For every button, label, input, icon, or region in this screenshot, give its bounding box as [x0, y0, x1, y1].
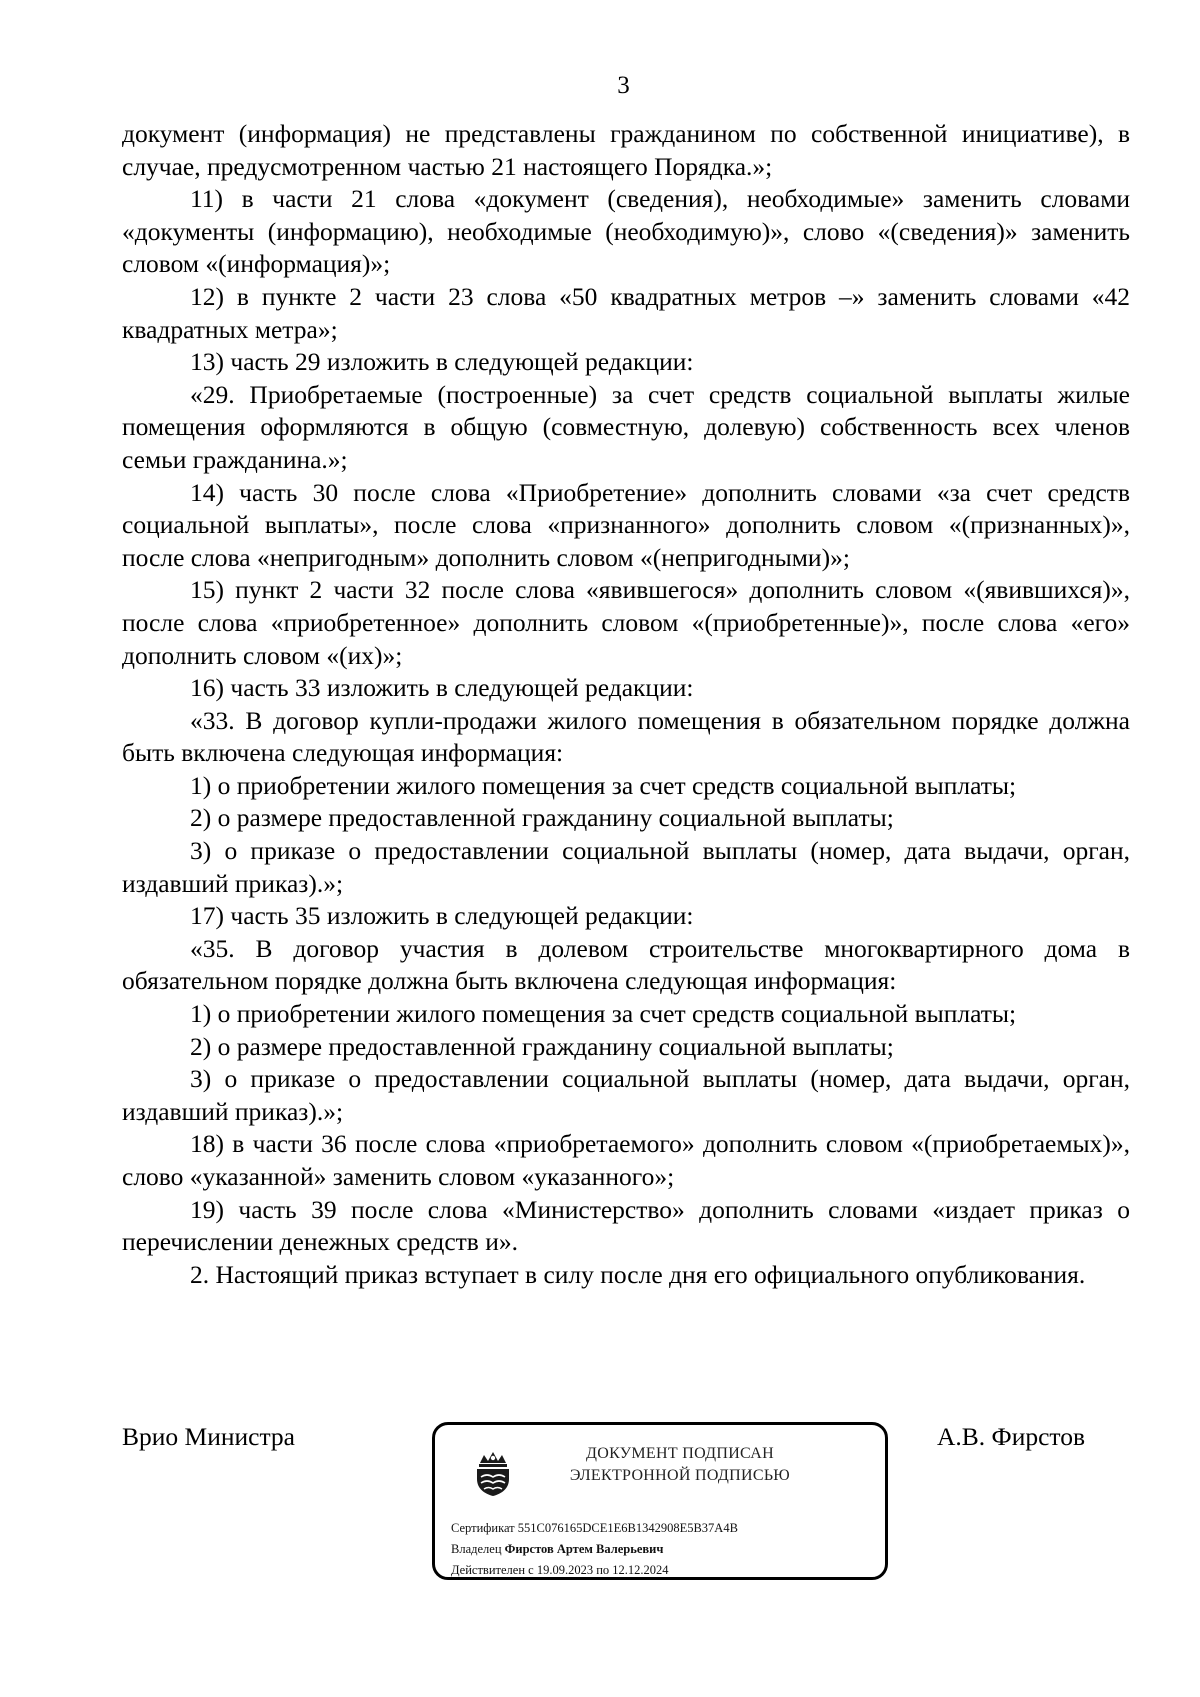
paragraph: 12) в пункте 2 части 23 слова «50 квадратных метров –» заменить словами «42 квадратных метра»; — [122, 281, 1130, 344]
paragraph: 2) о размере предоставленной гражданину социальной выплаты; — [190, 1031, 894, 1061]
paragraph: 1) о приобретении жилого помещения за счет средств социальной выплаты; — [190, 999, 1017, 1029]
valid-from: 19.09.2023 — [536, 1563, 594, 1577]
certificate-row — [451, 1518, 738, 1539]
owner-row — [451, 1539, 738, 1560]
paragraph: 14) часть 30 после слова «Приобретение» дополнить словами «за счет средств социальной выплаты», после слова «признанного» дополнить словом «(признанных)», после слова «непригодным» дополнить словом «(непригодными)»; — [122, 477, 1130, 572]
paragraph: 15) пункт 2 части 32 после слова «явившегося» дополнить словом «(явившихся)», после слова «приобретенное» дополнить словом «(приобретенные)», после слова «его» дополнить словом «(их)»; — [122, 575, 1130, 670]
electronic-signature-stamp — [432, 1422, 888, 1580]
paragraph: 11) в части 21 слова «документ (сведения), необходимые» заменить словами «документы (информацию), необходимые (необходимую)», слово «(сведения)» заменить словом «(информация)»; — [122, 184, 1130, 279]
stamp-details — [451, 1518, 738, 1581]
paragraph: 3) о приказе о предоставлении социальной выплаты (номер, дата выдачи, орган, издавший приказ).»; — [122, 836, 1130, 898]
paragraph: документ (информация) не представлены гражданином по собственной инициативе), в случае, предусмотренном частью 21 настоящего Порядка.»; — [122, 119, 1130, 181]
validity-prefix: Действителен с — [451, 1563, 534, 1577]
paragraph: 18) в части 36 после слова «приобретаемого» дополнить словом «(приобретаемых)», слово «указанной» заменить словом «указанного»; — [122, 1129, 1130, 1191]
valid-to: 12.12.2024 — [612, 1563, 669, 1577]
paragraph: 1) о приобретении жилого помещения за счет средств социальной выплаты; — [190, 770, 1017, 800]
paragraph: «29. Приобретаемые (построенные) за счет средств социальной выплаты жилые помещения оформляются в общую (совместную, долевую) собственность всех членов семьи гражданина.»; — [122, 379, 1130, 474]
stamp-title — [535, 1443, 825, 1487]
owner-value: Фирстов Артем Валерьевич — [504, 1542, 664, 1556]
signatory-position: Врио Министра — [122, 1422, 295, 1451]
paragraph: «35. В договор участия в долевом строительстве многоквартирного дома в обязательном порядке должна быть включена следующая информация: — [122, 933, 1130, 996]
stamp-title-line: ДОКУМЕНТ ПОДПИСАН — [586, 1445, 774, 1462]
owner-label: Владелец — [451, 1542, 502, 1556]
coat-of-arms-icon — [471, 1447, 515, 1497]
paragraph: 16) часть 33 изложить в следующей редакции: — [190, 673, 694, 703]
signatory-name: А.В. Фирстов — [937, 1422, 1086, 1451]
validity-row — [451, 1560, 738, 1581]
paragraph: «33. В договор купли-продажи жилого помещения в обязательном порядке должна быть включена следующая информация: — [122, 705, 1130, 768]
paragraph: 3) о приказе о предоставлении социальной выплаты (номер, дата выдачи, орган, издавший приказ).»; — [122, 1064, 1130, 1126]
paragraph: 17) часть 35 изложить в следующей редакции: — [190, 901, 694, 931]
paragraph: 2) о размере предоставленной гражданину социальной выплаты; — [190, 803, 894, 833]
certificate-label: Сертификат — [451, 1521, 515, 1535]
certificate-value: 551C076165DCE1E6B1342908E5B37A4B — [517, 1521, 738, 1535]
validity-to: по — [596, 1563, 610, 1577]
page-number: 3 — [617, 72, 630, 99]
paragraph: 13) часть 29 изложить в следующей редакции: — [190, 347, 694, 377]
paragraph: 19) часть 39 после слова «Министерство» дополнить словами «издает приказ о перечислении денежных средств и». — [122, 1194, 1130, 1257]
document-body — [122, 118, 1130, 1291]
stamp-title-line: ЭЛЕКТРОННОЙ ПОДПИСЬЮ — [569, 1467, 791, 1484]
paragraph: 2. Настоящий приказ вступает в силу после дня его официального опубликования. — [190, 1259, 1086, 1289]
